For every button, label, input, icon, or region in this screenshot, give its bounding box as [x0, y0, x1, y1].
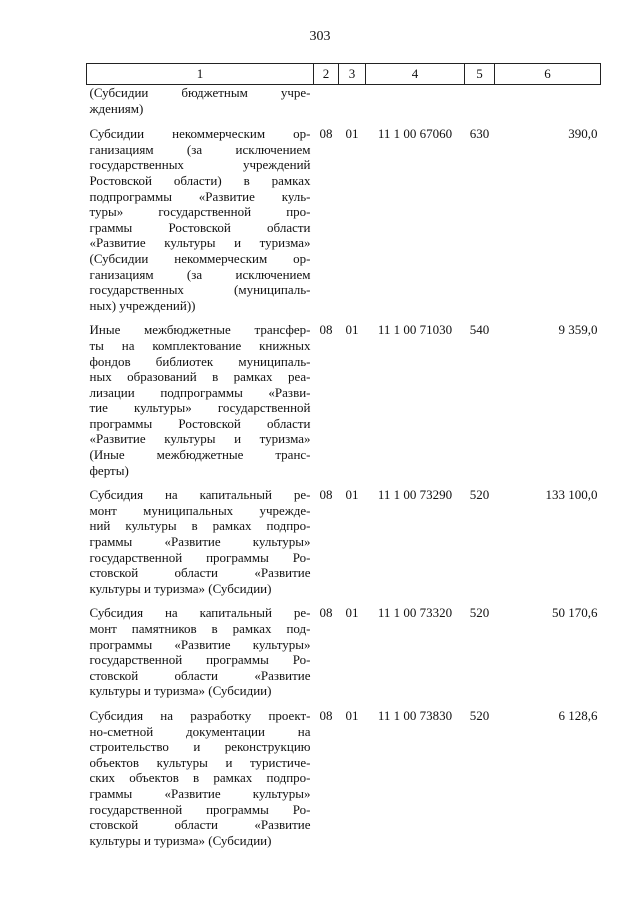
row-target-article: 11 1 00 73290 — [377, 487, 453, 503]
description-line: подпрограммы «Развитие куль- — [89, 188, 311, 204]
description-line: монт памятников в рамках под- — [89, 621, 311, 636]
description-line: (Иные межбюджетные транс- — [89, 447, 311, 463]
description-line: Иные межбюджетные трансфер- — [89, 322, 311, 338]
description-line: Субсидия на разработку проект- — [89, 707, 311, 723]
row-section: 08 — [319, 126, 333, 142]
row-subsection — [339, 85, 366, 127]
row-subsection: 01 — [345, 126, 359, 142]
row-section: 08 — [319, 322, 333, 338]
table-row — [87, 605, 601, 708]
row-expense-type: 540 — [469, 322, 490, 338]
description-line: ганизациям (за исключением — [89, 141, 311, 157]
header-col-3: 3 — [339, 64, 366, 85]
description-line: государственных учреждений — [89, 157, 311, 173]
description-line: (Субсидии некоммерческим ор- — [89, 250, 311, 266]
row-description — [87, 126, 314, 322]
description-line: государственной программы Ро- — [89, 801, 311, 817]
row-subsection: 01 — [345, 322, 359, 338]
description-line: строительство и реконструкцию — [89, 739, 311, 755]
row-expense-type: 520 — [469, 605, 490, 621]
description-line: граммы «Развитие культуры» — [89, 534, 311, 550]
row-expense-type: 630 — [469, 126, 490, 142]
description-line: монт муниципальных учрежде- — [89, 502, 311, 518]
description-line: фондов библиотек муниципаль- — [89, 353, 311, 369]
description-line: программы «Развитие культуры» — [89, 636, 311, 652]
row-amount: 133 100,0 — [545, 487, 598, 503]
description-line: граммы «Развитие культуры» — [89, 785, 311, 801]
row-subsection: 01 — [345, 487, 359, 503]
row-description — [87, 85, 314, 127]
description-line: культуры и туризма» (Субсидии) — [89, 683, 272, 699]
description-line: ных) учреждений)) — [89, 297, 196, 313]
header-col-5: 5 — [465, 64, 495, 85]
row-section: 08 — [319, 487, 333, 503]
description-line: объектов культуры и туристиче- — [89, 754, 311, 770]
table-row — [87, 487, 601, 605]
description-line: туры» государственной про- — [89, 204, 311, 220]
row-amount: 9 359,0 — [558, 322, 598, 338]
description-line: граммы Ростовской области — [89, 219, 311, 235]
row-subsection: 01 — [345, 605, 359, 621]
row-amount: 390,0 — [568, 126, 598, 142]
description-line: ждениям) — [89, 100, 144, 116]
row-target-article: 11 1 00 71030 — [377, 322, 453, 338]
description-line: государственной программы Ро- — [89, 652, 311, 668]
row-section: 08 — [319, 707, 333, 723]
row-target-article: 11 1 00 73830 — [377, 707, 453, 723]
description-line: «Развитие культуры и туризма» — [89, 235, 311, 251]
description-line: стовской области «Развитие — [89, 667, 311, 683]
row-amount: 50 170,6 — [552, 605, 598, 621]
table-row — [87, 708, 601, 857]
row-section: 08 — [319, 605, 333, 621]
row-target-article — [366, 85, 465, 127]
table-row — [87, 322, 601, 487]
description-line: лизации подпрограммы «Разви- — [89, 384, 311, 400]
row-description — [87, 708, 314, 857]
row-target-article: 11 1 00 73320 — [377, 605, 453, 621]
row-subsection: 01 — [345, 707, 359, 723]
budget-table — [86, 63, 601, 857]
row-expense-type — [465, 85, 495, 127]
row-amount — [495, 85, 601, 127]
description-line: ний культуры в рамках подпро- — [89, 518, 311, 534]
description-line: культуры и туризма» (Субсидии) — [89, 580, 272, 596]
table-row — [87, 126, 601, 322]
description-line: государственных (муниципаль- — [89, 282, 311, 298]
page-number: 303 — [309, 29, 331, 44]
description-line: ных образований в рамках реа- — [89, 369, 311, 385]
description-line: Субсидии некоммерческим ор- — [89, 126, 311, 142]
description-line: Субсидия на капитальный ре- — [89, 605, 311, 621]
row-expense-type: 520 — [469, 487, 490, 503]
table-row — [87, 85, 601, 127]
description-line: тие культуры» государственной — [89, 400, 311, 416]
description-line: ты на комплектование книжных — [89, 337, 311, 353]
description-line: государственной программы Ро- — [89, 549, 311, 565]
header-col-6: 6 — [495, 64, 601, 85]
header-col-2: 2 — [314, 64, 339, 85]
row-description — [87, 322, 314, 487]
row-target-article: 11 1 00 67060 — [377, 126, 453, 142]
header-col-4: 4 — [366, 64, 465, 85]
description-line: стовской области «Развитие — [89, 565, 311, 581]
description-line: культуры и туризма» (Субсидии) — [89, 832, 272, 848]
description-line: стовской области «Развитие — [89, 817, 311, 833]
row-section — [314, 85, 339, 127]
description-line: программы Ростовской области — [89, 415, 311, 431]
description-line: Ростовской области) в рамках — [89, 172, 311, 188]
description-line: «Развитие культуры и туризма» — [89, 431, 311, 447]
description-line: но-сметной документации на — [89, 723, 311, 739]
description-line: (Субсидии бюджетным учре- — [89, 85, 311, 100]
description-line: ганизациям (за исключением — [89, 266, 311, 282]
row-amount: 6 128,6 — [558, 707, 598, 723]
row-description — [87, 605, 314, 708]
description-line: ских объектов в рамках подпро- — [89, 770, 311, 786]
table-header-row — [87, 64, 601, 85]
description-line: ферты) — [89, 462, 129, 478]
description-line: Субсидия на капитальный ре- — [89, 487, 311, 503]
row-expense-type: 520 — [469, 707, 490, 723]
header-col-1: 1 — [87, 64, 314, 85]
row-description — [87, 487, 314, 605]
